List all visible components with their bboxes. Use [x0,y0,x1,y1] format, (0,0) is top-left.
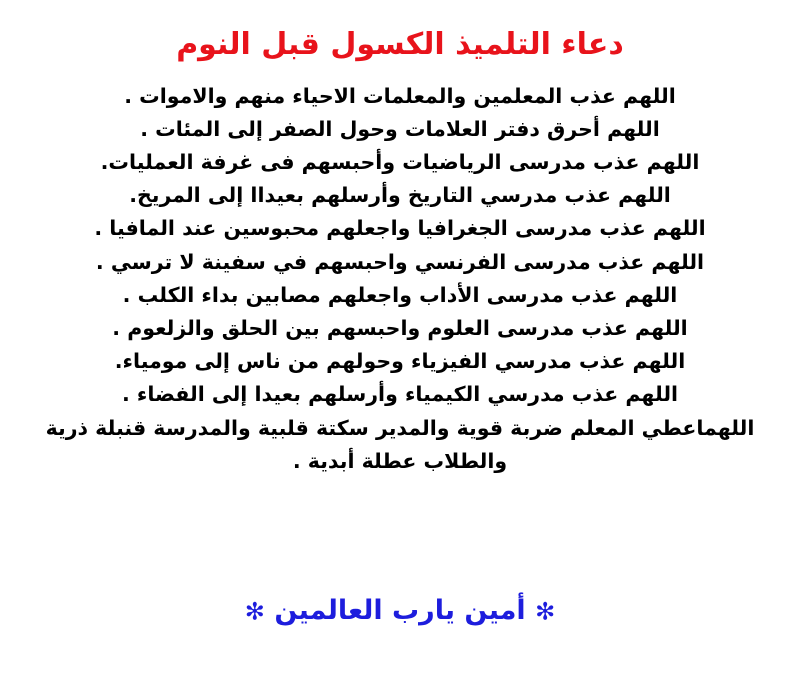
prayer-line: اللهم عذب مدرسي الكيمياء وأرسلهم بعيدا إلى الفضاء . [121,382,679,407]
prayer-line: اللهم عذب مدرسي الفيزياء وحولهم من ناس إلى مومياء. [114,349,686,374]
prayer-line: اللهماعطي المعلم ضربة قوية والمدير سكتة قلبية والمدرسة قنبلة ذرية والطلاب عطلة أبدية . [45,415,755,473]
closing-text: أمين يارب العالمين [274,595,526,626]
prayer-line: اللهم عذب مدرسي التاريخ وأرسلهم بعيداا إلى المريخ. [129,183,671,208]
closing-line [245,595,555,626]
prayer-line: اللهم عذب مدرسى العلوم واحبسهم بين الحلق والزلعوم . [112,315,688,340]
prayer-line: اللهم عذب مدرسى الرياضيات وأحبسهم فى غرفة العمليات. [100,149,700,174]
star-icon: ✻ [535,597,556,626]
prayer-body [30,80,770,478]
prayer-line: اللهم عذب مدرسى الأداب واجعلهم مصابين بداء الكلب . [122,282,678,307]
star-icon: ✻ [244,597,265,626]
prayer-line: اللهم عذب مدرسى الفرنسي واحبسهم في سفينة لا ترسي . [95,249,705,274]
prayer-line: اللهم أحرق دفتر العلامات وحول الصفر إلى المئات . [140,116,660,141]
page-title: دعاء التلميذ الكسول قبل النوم [176,27,624,62]
prayer-line: اللهم عذب مدرسى الجغرافيا واجعلهم محبوسين عند المافيا . [94,216,706,241]
prayer-line: اللهم عذب المعلمين والمعلمات الاحياء منهم والاموات . [124,83,676,108]
